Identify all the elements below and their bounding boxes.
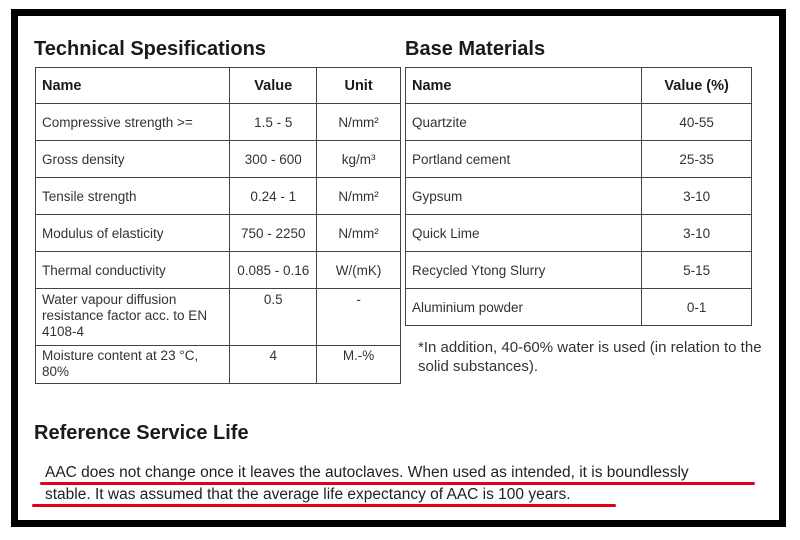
row-value: 25-35 xyxy=(642,141,752,178)
table-row xyxy=(36,252,401,289)
row-name: Gross density xyxy=(36,141,230,178)
row-value: 0-1 xyxy=(642,289,752,326)
row-name: Recycled Ytong Slurry xyxy=(406,252,642,289)
row-value: 300 - 600 xyxy=(230,141,317,178)
red-underline-1 xyxy=(40,482,755,485)
table-row xyxy=(406,104,752,141)
table-row xyxy=(36,346,401,384)
row-value: 0.24 - 1 xyxy=(230,178,317,215)
header-name: Name xyxy=(36,68,230,104)
table-row xyxy=(406,178,752,215)
row-unit: N/mm² xyxy=(317,178,401,215)
row-name: Aluminium powder xyxy=(406,289,642,326)
row-value: 3-10 xyxy=(642,178,752,215)
row-unit: N/mm² xyxy=(317,215,401,252)
base-materials-table xyxy=(405,67,752,326)
table-row xyxy=(36,141,401,178)
row-name: Thermal conductivity xyxy=(36,252,230,289)
table-row xyxy=(36,215,401,252)
row-value: 1.5 - 5 xyxy=(230,104,317,141)
row-name: Quick Lime xyxy=(406,215,642,252)
row-value: 0.085 - 0.16 xyxy=(230,252,317,289)
row-name: Portland cement xyxy=(406,141,642,178)
tech-specs-table xyxy=(35,67,401,384)
row-name: Modulus of elasticity xyxy=(36,215,230,252)
red-underline-2 xyxy=(32,504,616,507)
document-frame xyxy=(11,9,786,527)
row-value: 5-15 xyxy=(642,252,752,289)
row-unit: kg/m³ xyxy=(317,141,401,178)
tech-specs-title: Technical Spesifications xyxy=(34,38,266,60)
header-unit: Unit xyxy=(317,68,401,104)
row-value: 0.5 xyxy=(230,289,317,346)
reference-text-line-1: AAC does not change once it leaves the autoclaves. When used as intended, it is boundlessly xyxy=(45,464,689,481)
row-value: 4 xyxy=(230,346,317,384)
row-name: Water vapour diffusion resistance factor acc. to EN 4108-4 xyxy=(36,289,230,346)
reference-text-line-2: stable. It was assumed that the average life expectancy of AAC is 100 years. xyxy=(45,486,571,503)
row-unit: N/mm² xyxy=(317,104,401,141)
row-unit: M.-% xyxy=(317,346,401,384)
table-row xyxy=(36,289,401,346)
row-name: Moisture content at 23 °C, 80% xyxy=(36,346,230,384)
base-materials-title: Base Materials xyxy=(405,38,546,60)
row-value: 750 - 2250 xyxy=(230,215,317,252)
reference-title: Reference Service Life xyxy=(34,422,249,444)
table-row xyxy=(406,215,752,252)
row-unit: W/(mK) xyxy=(317,252,401,289)
table-row xyxy=(406,141,752,178)
row-name: Gypsum xyxy=(406,178,642,215)
table-row xyxy=(406,289,752,326)
table-row xyxy=(36,104,401,141)
row-name: Tensile strength xyxy=(36,178,230,215)
row-name: Quartzite xyxy=(406,104,642,141)
row-name: Compressive strength >= xyxy=(36,104,230,141)
header-value: Value xyxy=(230,68,317,104)
table-row xyxy=(36,178,401,215)
row-unit: - xyxy=(317,289,401,346)
water-footnote: *In addition, 40-60% water is used (in relation to the solid substances). xyxy=(418,339,762,375)
row-value: 3-10 xyxy=(642,215,752,252)
row-value: 40-55 xyxy=(642,104,752,141)
header-name: Name xyxy=(406,68,642,104)
table-row xyxy=(406,252,752,289)
header-value-percent: Value (%) xyxy=(642,68,752,104)
